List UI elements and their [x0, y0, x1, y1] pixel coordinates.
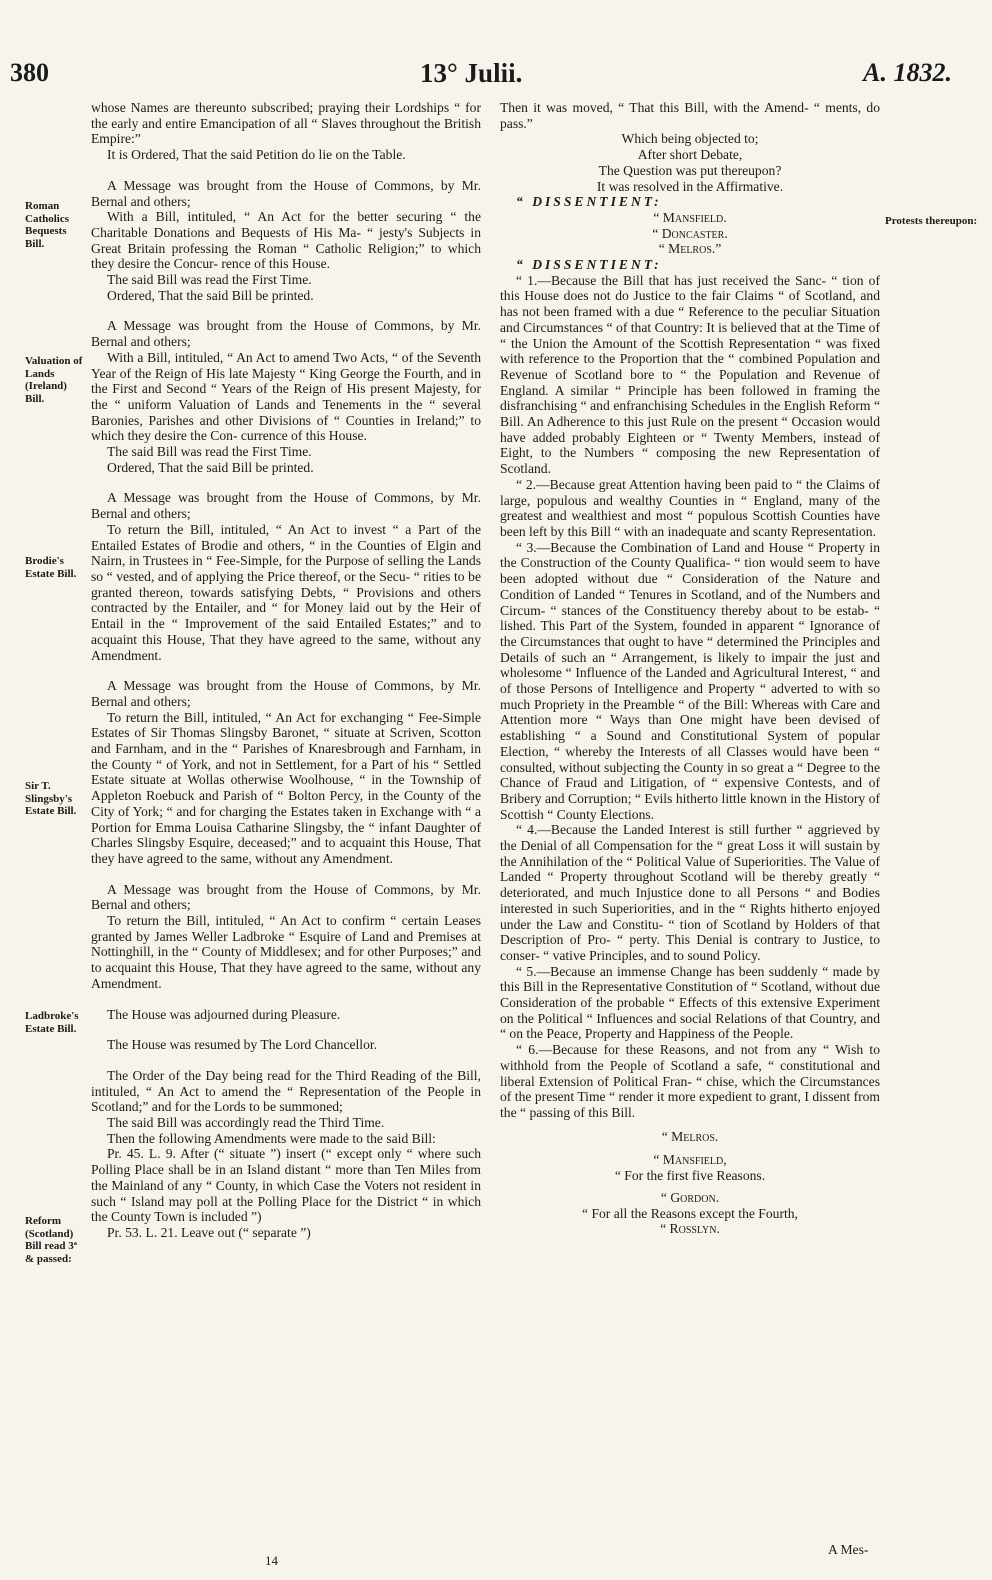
paragraph: A Message was brought from the House of Commons, by Mr. Bernal and others;: [91, 490, 481, 522]
paragraph: The said Bill was accordingly read the Third Time.: [107, 1115, 385, 1131]
margin-note-reform: Reform (Scotland) Bill read 3ª & passed:: [25, 1215, 77, 1265]
paragraph: The Order of the Day being read for the Third Reading of the Bill, intituled, “ An Act to amend the “ Representation of the People in Scotland;” and for the Lords to be summoned;: [91, 1067, 481, 1115]
reason-paragraph: “ 5.—Because an immense Change has been suddenly “ made by this Bill in the Representative Constitution of “ Scotland, without due Consideration of the probable “ Effects of this extensive Experiment on the Political “ Influences and social Relations of that Country, and “ on the Peace, Property and Happiness of the People.: [500, 963, 880, 1042]
right-column: [500, 100, 880, 1237]
margin-note-roman-catholics: Roman Catholics Bequests Bill.: [25, 200, 69, 250]
paragraph: The said Bill was read the First Time.: [107, 272, 312, 288]
catchword: A Mes-: [828, 1542, 869, 1557]
signature-note: “ For the first five Reasons.: [614, 1168, 766, 1184]
signature-note: “ For all the Reasons except the Fourth,: [582, 1205, 798, 1221]
signature: “ Melros.: [661, 1128, 719, 1144]
paragraph: Ordered, That the said Bill be printed.: [107, 287, 314, 303]
paragraph: To return the Bill, intituled, “ An Act for exchanging “ Fee-Simple Estates of Sir Thomas Slingsby Baronet, “ situate at Scriven, Scotton and Farnham, and in the “ Parishes of Knaresbrough and Farnham, in the County “ of York, and not in Settlement, for a Part of his “ Settled Estate situate at Wollas otherwise Woolhouse, “ in the Township of Appleton Roebuck and Parish of “ Bolton Percy, in the County of the City of York; “ and for charging the Estates taken in Exchange with “ a Portion for Emma Louisa Catharine Slingsby, the “ infant Daughter of Charles Slingsby Esquire, deceased;” and to acquaint this House, That they have agreed to the same, without any Amendment.: [91, 709, 481, 866]
paragraph: Then the following Amendments were made to the said Bill:: [107, 1130, 436, 1146]
paragraph: With a Bill, intituled, “ An Act for the better securing “ the Charitable Donations and Bequests of His Ma- “ jesty's Subjects in Great Britain professing the Roman “ Catholic Religion;” to which they desire the Concur- rence of this House.: [91, 209, 481, 272]
paragraph: Ordered, That the said Bill be printed.: [107, 459, 314, 475]
signature: “ Doncaster.: [652, 225, 728, 241]
signature: “ Gordon.: [660, 1189, 720, 1205]
left-column: [91, 100, 481, 1241]
paragraph: It was resolved in the Affirmative.: [596, 178, 784, 194]
dissentient-heading: “ DISSENTIENT:: [516, 194, 662, 210]
paragraph: It is Ordered, That the said Petition do lie on the Table.: [107, 147, 406, 163]
paragraph: To return the Bill, intituled, “ An Act to confirm “ certain Leases granted by James Weller Ladbroke “ Esquire of Land and Premises at Nottinghill, in the “ County of Middlesex; and for other Purposes;” and to acquaint this House, That they have agreed to the same, without any Amendment.: [91, 913, 481, 991]
page-year: A. 1832.: [863, 58, 952, 87]
paragraph: Pr. 53. L. 21. Leave out (“ separate ”): [107, 1225, 311, 1240]
paragraph: A Message was brought from the House of Commons, by Mr. Bernal and others;: [91, 318, 481, 350]
paragraph: Then it was moved, “ That this Bill, with the Amend- “ ments, do pass.”: [500, 100, 880, 131]
paragraph: Pr. 45. L. 9. After (“ situate ”) insert (“ except only “ where such Polling Place shall be in an Island distant “ more than Ten Miles from the Mainland of any “ County, in which Case the Voters not resident in such “ Island may poll at the Polling Place for the District “ in which the County Town is included ”): [91, 1146, 481, 1225]
paragraph: whose Names are thereunto subscribed; praying their Lordships “ for the early and entire Emancipation of all “ Slaves throughout the British Empire:”: [91, 100, 481, 147]
margin-note-protests: Protests thereupon:: [885, 215, 978, 227]
margin-note-brodie: Brodie's Estate Bill.: [25, 555, 77, 580]
paragraph: To return the Bill, intituled, “ An Act to invest “ a Part of the Entailed Estates of Brodie and others, “ in the Counties of Elgin and Nairn, in Trustees in “ Fee-Simple, for the Purpose of selling the Lands so “ vested, and of applying the Price thereof, or the Secu- “ rities to be granted thereon, towards satisfying Debts, “ Provisions and others contracted by the Entailer, and “ for Money laid out by the Heir of Entail in the “ Improvement of the said Entailed Estates;” and to acquaint this House, That they have agreed to the same, without any Amendment.: [91, 521, 481, 663]
paragraph: The House was adjourned during Pleasure.: [107, 1006, 341, 1022]
paragraph: A Message was brought from the House of Commons, by Mr. Bernal and others;: [91, 177, 481, 209]
page-number: 380: [10, 58, 49, 87]
margin-note-slingsby: Sir T. Slingsby's Estate Bill.: [25, 780, 77, 817]
paragraph: Which being objected to;: [621, 131, 759, 147]
paragraph: A Message was brought from the House of Commons, by Mr. Bernal and others;: [91, 881, 481, 913]
paragraph: With a Bill, intituled, “ An Act to amend Two Acts, “ of the Seventh Year of the Reign of His late Majesty “ King George the Fourth, and in the First and Second “ Years of the Reign of His present Majesty, for the “ uniform Valuation of Lands and Tenements in the “ several Baronies, Parishes and other Divisions of “ Counties in Ireland;” to which they desire the Con- currence of this House.: [91, 349, 481, 444]
paragraph: A Message was brought from the House of Commons, by Mr. Bernal and others;: [91, 678, 481, 709]
signature: “ Rosslyn.: [660, 1221, 720, 1237]
page-date: 13° Julii.: [420, 58, 523, 88]
reason-paragraph: “ 6.—Because for these Reasons, and not from any “ Wish to withhold from the People of Scotland a safe, “ constitutional and liberal Extension of Political Fran- “ chise, which the Circumstances of the present Time “ render it more expedient to grant, I dissent from the “ passing of this Bill.: [500, 1042, 880, 1120]
paragraph: The House was resumed by The Lord Chancellor.: [107, 1037, 378, 1053]
paragraph: The said Bill was read the First Time.: [107, 444, 312, 460]
signature-mark: 14: [265, 1553, 278, 1568]
signature: “ Mansfield,: [653, 1152, 727, 1168]
reason-paragraph: “ 1.—Because the Bill that has just received the Sanc- “ tion of this House does not do Justice to the fair Claims “ of Scotland, and has not been framed with a due “ Reference to the peculiar Situation and Circumstances “ of that Country: It is believed that at the Time of “ the Union the Amount of the Scottish Representation “ was fixed with reference to the Proportion that the “ combined Population and Revenue of Scotland bore to “ the Population and Revenue of England. A similar “ Principle has been followed in framing the disfranchising “ and enfranchising Schedules in the English Reform “ Bill. An Adherence to this just Rule on the present “ Occasion would have added probably Eighteen or “ Twenty Members, instead of Eight, to the Numbers “ composing the new Representation of Scotland.: [500, 272, 880, 477]
signature: “ Mansfield.: [653, 209, 727, 225]
reason-paragraph: “ 3.—Because the Combination of Land and House “ Property in the Construction of the County Qualifica- “ tion would seem to have been adopted without due “ Consideration of the Nature and Condition of Landed “ Tenures in Scotland, and of the Numbers and Circum- “ stances of the Constituency thereby about to be estab- “ lished. This Part of the System, founded in apparent “ Ignorance of the Circumstances that ought to have “ determined the Principles and Details of such an “ Arrangement, is likely to impair the just and wholesome “ Influence of the Landed and Agricultural Interest, “ and of those Persons of Intelligence and Property “ adverted to with so much Propriety in the Preamble “ of the Bill: Whereas with Care and Attention more “ Ways than One might have been devised of establishing “ a Sound and Constitutional System of popular Election, “ whereby the Interests of all Classes would have been “ consulted, without subjecting the County in so great a “ Degree to the Chance of Fraud and Litigation, of “ expensive Contests, and of Bribery and Corruption; “ Evils hitherto little known in the History of Scottish “ County Elections.: [500, 539, 880, 822]
reason-paragraph: “ 4.—Because the Landed Interest is still further “ aggrieved by the Denial of all Compensation for the “ great Loss it will sustain by the Annihilation of the “ Political Value of Superiorities. The Value of Landed “ Property throughout Scotland will be thereby greatly “ deteriorated, and much Injustice done to all Persons “ and Bodies interested in such Superiorities, and in the “ Rights hitherto enjoyed under the Law and Constitu- “ tion of Scotland by Holders of that Description of Pro- “ perty. This Denial is contrary to Justice, to conser- “ vative Principles, and to sound Policy.: [500, 822, 880, 963]
dissentient-heading: “ DISSENTIENT:: [516, 257, 662, 273]
paragraph: After short Debate,: [637, 147, 743, 163]
reason-paragraph: “ 2.—Because great Attention having been paid to “ the Claims of large, populous and wealthy Counties in “ England, many of the greatest and wealthiest and most “ populous Scottish Counties have been left by this Bill “ with an inadequate and scanty Representation.: [500, 476, 880, 539]
paragraph: The Question was put thereupon?: [598, 162, 782, 178]
margin-note-valuation: Valuation of Lands (Ireland) Bill.: [25, 355, 83, 405]
margin-note-ladbroke: Ladbroke's Estate Bill.: [25, 1010, 79, 1035]
signature: “ Melros.”: [658, 241, 722, 257]
